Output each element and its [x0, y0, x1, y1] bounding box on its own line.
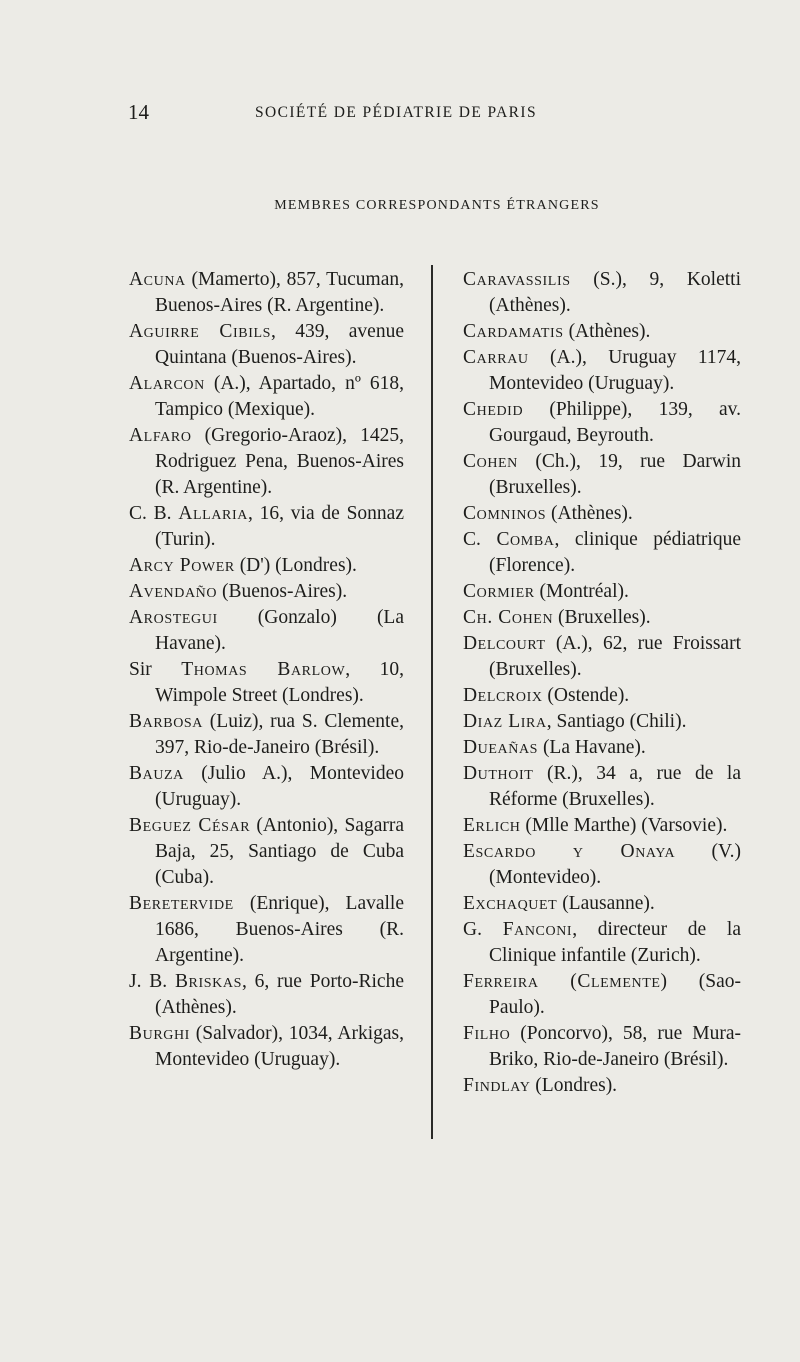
- column-divider: [431, 265, 433, 1139]
- member-name: Caravassilis: [463, 269, 571, 290]
- member-name: Escardo y Onaya: [463, 841, 676, 862]
- member-details: (Ch.), 19, rue Darwin (Bruxelles).: [489, 451, 741, 498]
- member-details: , 16, via de Sonnaz (Turin).: [155, 503, 404, 550]
- section-title: MEMBRES CORRESPONDANTS ÉTRANGERS: [274, 198, 600, 213]
- member-entry: [463, 1073, 741, 1099]
- member-name: Comba: [496, 529, 555, 550]
- member-entry: [129, 1021, 404, 1073]
- member-name: Cormier: [463, 581, 535, 602]
- member-details: (Montréal).: [534, 581, 629, 602]
- member-name: Allaria: [178, 503, 248, 524]
- member-details: (Bruxelles).: [553, 607, 651, 628]
- member-details: (Buenos-Aires).: [217, 581, 348, 602]
- right-column: [463, 267, 741, 1099]
- member-entry: [129, 657, 404, 709]
- member-entry: [129, 319, 404, 371]
- member-name: Thomas Barlow: [181, 659, 346, 680]
- member-entry: [463, 839, 741, 891]
- member-name: Barbosa: [129, 711, 203, 732]
- member-details: (V.) (Montevideo).: [489, 841, 741, 888]
- member-entry: [463, 683, 741, 709]
- member-details: (Athènes).: [546, 503, 633, 524]
- member-prefix: C.: [463, 529, 497, 550]
- member-prefix: J. B.: [129, 971, 175, 992]
- member-entry: [129, 579, 404, 605]
- member-details: , 10, Wimpole Street (Londres).: [155, 659, 405, 706]
- member-entry: [129, 761, 404, 813]
- member-entry: [463, 345, 741, 397]
- member-name: Fanconi: [502, 919, 573, 940]
- member-name: Chedid: [463, 399, 524, 420]
- member-name: Briskas: [174, 971, 242, 992]
- member-details: (Antonio), Sagarra Baja, 25, Santiago de Cuba (Cuba).: [155, 815, 404, 888]
- member-prefix: C. B.: [129, 503, 179, 524]
- member-entry: [463, 397, 741, 449]
- member-name: Beguez César: [129, 815, 251, 836]
- member-details: (R.), 34 a, rue de la Réforme (Bruxelles).: [489, 763, 741, 810]
- member-entry: [463, 813, 741, 839]
- page-header: [0, 100, 800, 130]
- member-name: Delcourt: [463, 633, 546, 654]
- member-name: Erlich: [463, 815, 521, 836]
- member-entry: [463, 605, 741, 631]
- member-entry: [463, 1021, 741, 1073]
- member-details: (Enrique), Lavalle 1686, Buenos-Aires (R. Argentine).: [155, 893, 404, 966]
- member-entry: [129, 501, 404, 553]
- member-entry: [463, 527, 741, 579]
- member-entry: [129, 553, 404, 579]
- member-name: Cohen: [463, 451, 518, 472]
- member-details: (Gonzalo) (La Havane).: [155, 607, 404, 654]
- member-prefix: G.: [463, 919, 503, 940]
- member-name: Avendaño: [129, 581, 218, 602]
- member-details: (A.), Apartado, nº 618, Tampico (Mexique).: [155, 373, 404, 420]
- member-name: Aguirre Cibils: [129, 321, 271, 342]
- member-name: Duthoit: [463, 763, 534, 784]
- member-name: Delcroix: [463, 685, 543, 706]
- member-details: (La Havane).: [538, 737, 646, 758]
- member-details: (Poncorvo), 58, rue Mura-Briko, Rio-de-Janeiro (Brésil).: [489, 1023, 741, 1070]
- member-name: Alfaro: [129, 425, 192, 446]
- left-column: [129, 267, 404, 1073]
- member-name: Comninos: [463, 503, 547, 524]
- member-details: (Sao-Paulo).: [489, 971, 741, 1018]
- member-name: Ch. Cohen: [463, 607, 554, 628]
- member-name: Exchaquet: [463, 893, 558, 914]
- member-entry: [463, 501, 741, 527]
- member-name: Arostegui: [129, 607, 218, 628]
- member-entry: [129, 709, 404, 761]
- member-details: (Ostende).: [542, 685, 630, 706]
- member-details: (Salvador), 1034, Arkigas, Montevideo (Uruguay).: [155, 1023, 404, 1070]
- member-entry: [129, 891, 404, 969]
- member-entry: [129, 267, 404, 319]
- running-title: SOCIÉTÉ DE PÉDIATRIE DE PARIS: [255, 104, 538, 121]
- member-details: , 6, rue Porto-Riche (Athènes).: [155, 971, 404, 1018]
- member-entry: [463, 761, 741, 813]
- member-entry: [463, 579, 741, 605]
- member-details: (Lausanne).: [557, 893, 655, 914]
- member-entry: [129, 371, 404, 423]
- member-details: (Mamerto), 857, Tucuman, Buenos-Aires (R. Argentine).: [155, 269, 404, 316]
- member-details: (Athènes).: [563, 321, 651, 342]
- member-name: Filho: [463, 1023, 511, 1044]
- member-entry: [129, 605, 404, 657]
- member-details: , 439, avenue Quintana (Buenos-Aires).: [155, 321, 404, 368]
- member-name: Arcy Power: [129, 555, 235, 576]
- member-details: (A.), 62, rue Froissart (Bruxelles).: [489, 633, 741, 680]
- member-entry: [463, 969, 741, 1021]
- member-name: Dueañas: [463, 737, 539, 758]
- member-entry: [463, 267, 741, 319]
- member-name: Carrau: [463, 347, 529, 368]
- member-name: Ferreira (Clemente): [463, 971, 668, 992]
- member-entry: [463, 709, 741, 735]
- member-entry: [463, 735, 741, 761]
- member-details: (Philippe), 139, av. Gourgaud, Beyrouth.: [489, 399, 741, 446]
- member-name: Beretervide: [129, 893, 234, 914]
- member-name: Diaz Lira: [463, 711, 547, 732]
- member-name: Alarcon: [129, 373, 205, 394]
- member-entry: [463, 449, 741, 501]
- member-entry: [463, 917, 741, 969]
- member-entry: [129, 813, 404, 891]
- member-details: (Luiz), rua S. Clemente, 397, Rio-de-Janeiro (Brésil).: [155, 711, 404, 758]
- member-entry: [463, 891, 741, 917]
- member-prefix: Sir: [129, 659, 182, 680]
- page-number: 14: [128, 100, 149, 124]
- member-details: (Gregorio-Araoz), 1425, Rodriguez Pena, Buenos-Aires (R. Argentine).: [155, 425, 404, 498]
- member-details: , clinique pédiatrique (Florence).: [489, 529, 741, 576]
- member-name: Findlay: [463, 1075, 531, 1096]
- member-name: Bauza: [129, 763, 184, 784]
- member-name: Acuna: [129, 269, 186, 290]
- member-entry: [129, 969, 404, 1021]
- member-details: (Londres).: [530, 1075, 618, 1096]
- member-entry: [463, 319, 741, 345]
- member-details: (S.), 9, Koletti (Athènes).: [489, 269, 741, 316]
- member-details: , Santiago (Chili).: [546, 711, 687, 732]
- member-entry: [463, 631, 741, 683]
- member-details: (Julio A.), Montevideo (Uruguay).: [155, 763, 404, 810]
- member-name: Burghi: [129, 1023, 190, 1044]
- member-details: (A.), Uruguay 1174, Montevideo (Uruguay).: [489, 347, 741, 394]
- member-entry: [129, 423, 404, 501]
- member-details: (Mlle Marthe) (Varsovie).: [520, 815, 728, 836]
- member-details: , directeur de la Clinique infantile (Zurich).: [489, 919, 741, 966]
- member-details: (D') (Londres).: [234, 555, 357, 576]
- member-name: Cardamatis: [463, 321, 564, 342]
